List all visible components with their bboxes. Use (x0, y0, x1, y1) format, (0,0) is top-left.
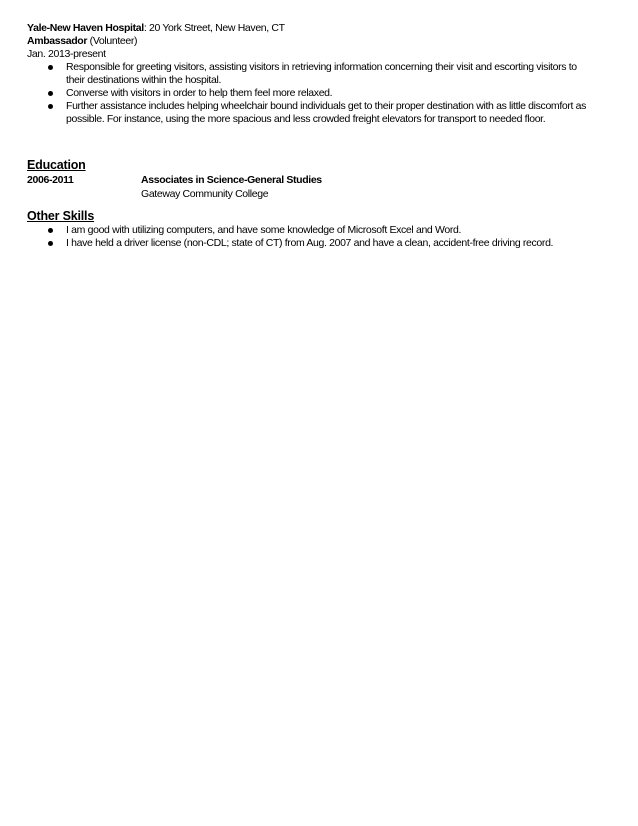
role-dates: Jan. 2013-present (27, 48, 106, 60)
role-title: Ambassador (27, 35, 88, 47)
list-item (27, 237, 626, 250)
role-note: (Volunteer) (87, 35, 138, 47)
education-degree: Associates in Science-General Studies (141, 174, 322, 186)
bullet-text: Converse with visitors in order to help them feel more relaxed. (66, 87, 333, 99)
resume-page (27, 22, 607, 250)
education-school: Gateway Community College (141, 188, 269, 200)
employer-location: 20 York Street, New Haven, CT (146, 22, 285, 34)
list-item (27, 100, 596, 126)
education-years: 2006-2011 (27, 174, 74, 186)
bullet-icon (48, 241, 53, 246)
skills-section (27, 209, 607, 250)
bullet-icon (48, 228, 53, 233)
bullet-text: Responsible for greeting visitors, assisting visitors in retrieving information concerning their visit and escorting visitors to their destinations within the hospital. (66, 61, 577, 86)
education-row (27, 173, 607, 187)
employer-line (27, 22, 607, 35)
employer-separator: : (143, 22, 147, 34)
list-item (27, 61, 596, 87)
experience-bullet-list (27, 61, 607, 126)
education-section (27, 158, 607, 201)
bullet-icon (48, 104, 53, 109)
list-item (27, 87, 596, 100)
bullet-text: Further assistance includes helping wheelchair bound individuals get to their proper destination with as little discomfort as possible. For instance, using the more spacious and less crowded freight elevators for transport to needed floor. (66, 100, 587, 125)
education-heading: Education (27, 158, 86, 172)
bullet-text: I am good with utilizing computers, and have some knowledge of Microsoft Excel and Word. (66, 224, 462, 236)
bullet-icon (48, 91, 53, 96)
list-item (27, 224, 626, 237)
experience-section (27, 22, 607, 126)
skills-bullet-list (27, 224, 607, 250)
bullet-text: I have held a driver license (non-CDL; state of CT) from Aug. 2007 and have a clean, accident-free driving record. (66, 237, 554, 249)
role-line (27, 35, 607, 48)
employer-name: Yale-New Haven Hospital (27, 22, 144, 34)
education-school-row (27, 187, 607, 201)
bullet-icon (48, 65, 53, 70)
skills-heading: Other Skills (27, 209, 95, 223)
